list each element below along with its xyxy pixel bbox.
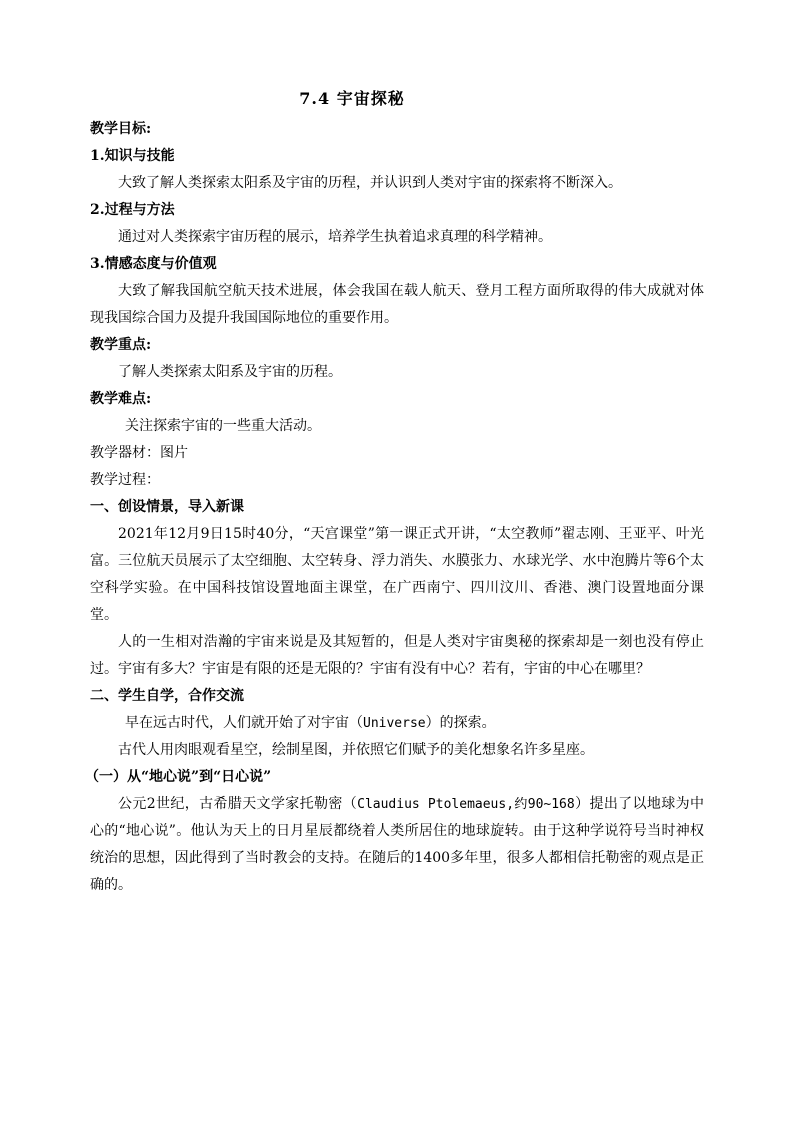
section2-paragraph-2: 古代人用肉眼观看星空，绘制星图，并依照它们赋予的美化想象名许多星座。 [118,742,594,758]
knowledge-heading: 1.知识与技能 [90,148,175,164]
section1-paragraph-2: 人的一生相对浩瀚的宇宙来说是及其短暂的，但是人类对宇宙奥秘的探索却是一刻也没有停止过。宇宙有多大？宇宙是有限的还是无限的？宇宙有没有中心？若有，宇宙的中心在哪里？ [90,634,704,677]
process-text: 通过对人类探索宇宙历程的展示，培养学生执着追求真理的科学精神。 [118,229,552,245]
section2-paragraph-1 [90,710,704,737]
document-body [85,116,705,899]
objectives-heading: 教学目标: [90,121,152,137]
difficulties-text: 关注探索宇宙的一些重大活动。 [125,418,321,434]
subsection1-paragraph-end: ）提出了以地球为中心的“地心说”。他认为天上的日月星辰都绕着人类所居住的地球旋转。由于这种学说符号当时神权统治的思想，因此得到了当时教会的支持。在随后的1400多年里，很多人都相信托勒密的观点是正确的。 [90,796,705,893]
values-heading: 3.情感态度与价值观 [90,256,217,272]
values-text: 大致了解我国航空航天技术进展，体会我国在载人航天、登月工程方面所取得的伟大成就对体现我国综合国力及提升我国国际地位的重要作用。 [90,283,704,326]
section2-paragraph-1-start: 早在远古时代，人们就开始了对宇宙（ [125,715,363,731]
section2-heading: 二、学生自学，合作交流 [90,688,244,704]
subsection1-heading: （一）从“地心说”到“日心说” [85,769,272,785]
key-points-text: 了解人类探索太阳系及宇宙的历程。 [118,364,342,380]
knowledge-text: 大致了解人类探索太阳系及宇宙的历程，并认识到人类对宇宙的探索将不断深入。 [118,175,622,191]
subsection1-paragraph-start: 公元2世纪，古希腊天文学家托勒密（ [118,796,358,812]
section1-paragraph-1: 2021年12月9日15时40分，“天宫课堂”第一课正式开讲，“太空教师”翟志刚、王亚平、叶光富。三位航天员展示了太空细胞、太空转身、浮力消失、水膜张力、水球光学、水中泡腾片等6个太空科学实验。在中国科技馆设置地面主课堂，在广西南宁、四川汶川、香港、澳门设置地面分课堂。 [90,526,704,623]
key-points-heading: 教学重点: [90,337,152,353]
section2-paragraph-1-end: ）的探索。 [425,715,496,731]
universe-term: Universe [363,716,426,731]
section1-heading: 一、创设情景，导入新课 [90,499,244,515]
difficulties-heading: 教学难点: [90,391,152,407]
process-line: 教学过程： [90,472,160,488]
materials-line: 教学器材：图片 [90,445,188,461]
process-heading: 2.过程与方法 [90,202,175,218]
subsection1-paragraph [90,791,704,899]
ptolemy-name: Claudius Ptolemaeus,约90~168 [357,797,575,812]
page-title: 7.4 宇宙探秘 [299,89,405,108]
